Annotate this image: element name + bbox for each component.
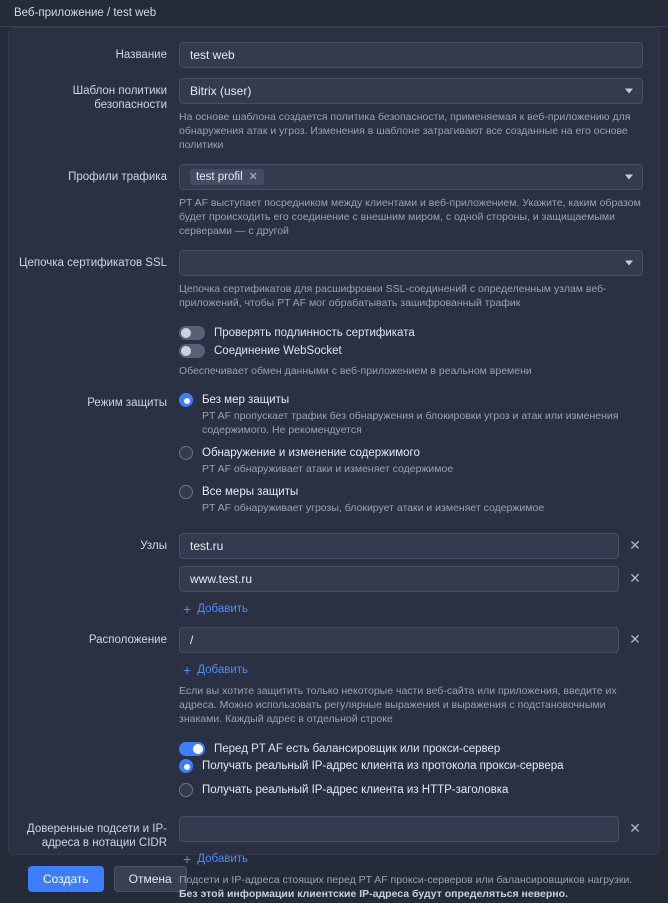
field-row-nodes bbox=[19, 533, 643, 617]
control-toggles bbox=[179, 322, 643, 380]
chevron-down-icon bbox=[625, 89, 633, 94]
location-row bbox=[179, 627, 643, 653]
plus-icon: + bbox=[183, 601, 192, 617]
websocket-label: Соединение WebSocket bbox=[214, 345, 342, 357]
radio-texts-no-protection bbox=[202, 392, 643, 437]
add-trusted-subnet-label: Добавить bbox=[197, 853, 249, 865]
label-traffic-profiles: Профили трафика bbox=[68, 171, 167, 183]
label-location: Расположение bbox=[88, 634, 167, 646]
control-nodes bbox=[179, 533, 643, 617]
location-input[interactable] bbox=[179, 627, 619, 653]
policy-template-value: Bitrix (user) bbox=[190, 84, 252, 98]
plus-icon: + bbox=[183, 662, 192, 678]
control-traffic-profiles bbox=[179, 164, 643, 240]
radio-texts-detect-modify bbox=[202, 445, 643, 476]
label-trusted-subnets: Доверенные подсети и IP-адреса в нотации CIDR bbox=[26, 823, 167, 849]
chevron-down-icon bbox=[625, 175, 633, 180]
add-trusted-subnet-button[interactable] bbox=[183, 853, 248, 865]
policy-template-hint: На основе шаблона создается политика безопасности, применяемая к веб-приложению для обнаружения атак и угроз. Изменения в шаблоне затрагивают все созданные на его основе политики bbox=[179, 111, 631, 151]
label-name: Название bbox=[115, 49, 167, 61]
label-toggles-spacer bbox=[19, 322, 179, 328]
close-icon[interactable]: ✕ bbox=[248, 170, 258, 183]
node-row bbox=[179, 566, 643, 592]
label-nodes: Узлы bbox=[140, 540, 167, 552]
radio-no-protection[interactable] bbox=[179, 393, 193, 407]
name-input[interactable] bbox=[179, 42, 643, 68]
breadcrumb-text: Веб-приложение / test web bbox=[14, 7, 157, 19]
control-policy-template bbox=[179, 78, 643, 154]
control-ssl-chain bbox=[179, 250, 643, 312]
field-row-protection-mode bbox=[19, 390, 643, 523]
field-row-toggles bbox=[19, 322, 643, 380]
plus-icon: + bbox=[183, 851, 192, 867]
trusted-subnets-hint-plain: Подсети и IP-адреса стоящих перед PT AF прокси-серверов или балансировщиков нагрузки. bbox=[179, 874, 633, 886]
label-protection-mode: Режим защиты bbox=[87, 397, 167, 409]
control-protection-mode bbox=[179, 392, 643, 523]
label-ssl-chain: Цепочка сертификатов SSL bbox=[19, 257, 168, 269]
chevron-down-icon bbox=[625, 261, 633, 266]
traffic-profile-chip-label: test profil bbox=[196, 171, 243, 183]
trusted-subnets-hint bbox=[179, 873, 643, 901]
remove-icon[interactable]: ✕ bbox=[629, 631, 641, 647]
toggle-row-certificate bbox=[179, 326, 643, 340]
websocket-hint: Обеспечивает обмен данными с веб-приложением в реальном времени bbox=[179, 365, 532, 377]
field-row-traffic-profiles bbox=[19, 164, 643, 240]
cancel-button[interactable]: Отмена bbox=[114, 866, 187, 892]
radio-http-header[interactable] bbox=[179, 783, 193, 797]
ssl-chain-select[interactable] bbox=[179, 250, 643, 276]
traffic-profiles-select[interactable] bbox=[179, 164, 643, 190]
policy-template-select[interactable] bbox=[179, 78, 643, 104]
control-name bbox=[179, 42, 643, 68]
traffic-profile-chip[interactable] bbox=[190, 169, 264, 185]
radio-desc-no-protection: PT AF пропускает трафик без обнаружения и блокировки угроз и атак или изменения содержимого. Не рекомендуется bbox=[202, 410, 619, 436]
label-policy-template: Шаблон политики безопасности bbox=[72, 85, 167, 111]
radio-title-no-protection: Без мер защиты bbox=[202, 394, 290, 406]
radio-item-http-header[interactable] bbox=[179, 782, 643, 798]
node-row bbox=[179, 533, 643, 559]
radio-texts-http-header bbox=[202, 782, 643, 798]
radio-item-full-protection[interactable] bbox=[179, 484, 643, 515]
field-row-location bbox=[19, 627, 643, 728]
verify-certificate-toggle[interactable] bbox=[179, 326, 205, 340]
breadcrumb bbox=[0, 0, 668, 26]
node-input[interactable] bbox=[179, 533, 619, 559]
balancer-toggle[interactable] bbox=[179, 742, 205, 756]
trusted-subnets-hint-bold: Без этой информации клиентские IP-адреса будут определяться неверно. bbox=[179, 888, 568, 900]
balancer-label: Перед PT AF есть балансировщик или прокси-сервер bbox=[214, 743, 501, 755]
radio-proxy-protocol[interactable] bbox=[179, 759, 193, 773]
radio-full-protection[interactable] bbox=[179, 485, 193, 499]
radio-title-proxy-protocol: Получать реальный IP-адрес клиента из протокола прокси-сервера bbox=[202, 760, 564, 772]
radio-desc-full-protection: PT AF обнаруживает угрозы, блокирует атаки и изменяет содержимое bbox=[202, 502, 545, 514]
control-location bbox=[179, 627, 643, 728]
radio-title-http-header: Получать реальный IP-адрес клиента из HTTP-заголовка bbox=[202, 784, 509, 796]
radio-title-detect-modify: Обнаружение и изменение содержимого bbox=[202, 447, 420, 459]
radio-item-proxy-protocol[interactable] bbox=[179, 758, 643, 774]
label-balancer-spacer bbox=[19, 738, 179, 744]
field-row-policy-template bbox=[19, 78, 643, 154]
node-input[interactable] bbox=[179, 566, 619, 592]
radio-desc-detect-modify: PT AF обнаруживает атаки и изменяет содержимое bbox=[202, 463, 454, 475]
radio-texts-proxy-protocol bbox=[202, 758, 643, 774]
radio-item-detect-modify[interactable] bbox=[179, 445, 643, 476]
add-node-button[interactable] bbox=[183, 603, 248, 615]
toggle-row-websocket bbox=[179, 344, 643, 358]
traffic-profiles-hint: PT AF выступает посредником между клиентами и веб-приложением. Укажите, каким образом будет происходить его соединение с внешним миром, с одной стороны, и защищаемыми серверами — с другой bbox=[179, 197, 641, 237]
remove-icon[interactable]: ✕ bbox=[629, 820, 641, 836]
remove-icon[interactable]: ✕ bbox=[629, 537, 641, 553]
control-balancer bbox=[179, 738, 643, 806]
radio-texts-full-protection bbox=[202, 484, 643, 515]
field-row-trusted-subnets bbox=[19, 816, 643, 903]
field-row-ssl-chain bbox=[19, 250, 643, 312]
websocket-toggle[interactable] bbox=[179, 344, 205, 358]
control-trusted-subnets bbox=[179, 816, 643, 903]
radio-item-no-protection[interactable] bbox=[179, 392, 643, 437]
add-location-button[interactable] bbox=[183, 664, 248, 676]
add-node-label: Добавить bbox=[197, 603, 249, 615]
radio-detect-modify[interactable] bbox=[179, 446, 193, 460]
field-row-name bbox=[19, 42, 643, 68]
submit-button[interactable]: Создать bbox=[28, 866, 104, 892]
location-hint: Если вы хотите защитить только некоторые части веб-сайта или приложения, введите их адреса. Можно использовать регулярные выражения и выражения с подстановочными знаками. Каждый адрес в отдельной строке bbox=[179, 685, 617, 725]
ssl-chain-hint: Цепочка сертификатов для расшифровки SSL-соединений с определенным узлам веб-приложений, чтобы PT AF мог обрабатывать зашифрованный трафик bbox=[179, 283, 607, 309]
radio-title-full-protection: Все меры защиты bbox=[202, 486, 299, 498]
add-location-label: Добавить bbox=[197, 664, 249, 676]
trusted-subnet-row bbox=[179, 816, 643, 842]
balancer-radio-group bbox=[179, 758, 643, 798]
trusted-subnet-input[interactable] bbox=[179, 816, 619, 842]
remove-icon[interactable]: ✕ bbox=[629, 570, 641, 586]
toggle-row-balancer bbox=[179, 742, 643, 756]
field-row-balancer bbox=[19, 738, 643, 806]
verify-certificate-label: Проверять подлинность сертификата bbox=[214, 327, 415, 339]
